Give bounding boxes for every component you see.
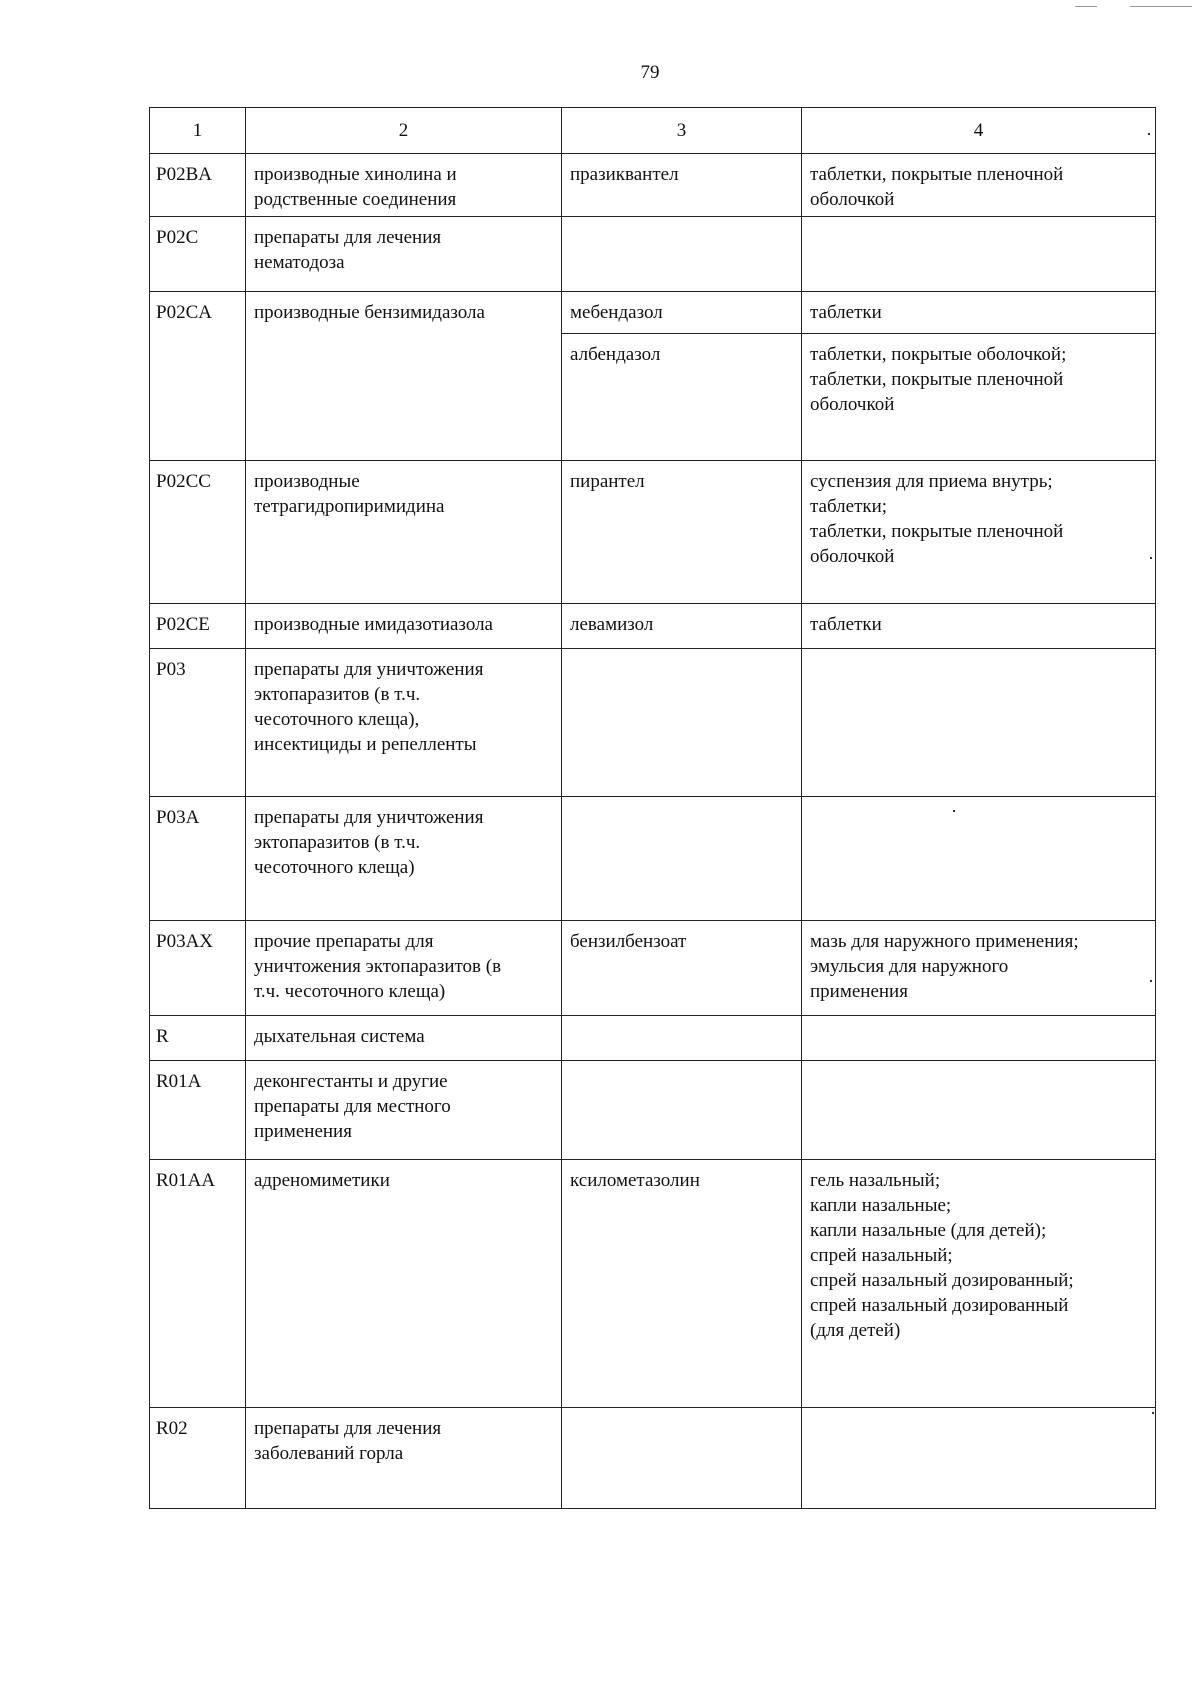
- dosage-form-cell: [802, 217, 1156, 292]
- atc-code-cell: R: [150, 1016, 246, 1061]
- table-row: [150, 797, 1156, 921]
- column-header: 2: [246, 108, 562, 154]
- table-row: [150, 1016, 1156, 1061]
- drug-name-cell: [562, 217, 802, 292]
- atc-code-cell: R01AA: [150, 1160, 246, 1408]
- scan-speck: [953, 810, 955, 812]
- atc-code-cell: P03AX: [150, 921, 246, 1016]
- group-name-cell: прочие препараты для уничтожения эктопаразитов (в т.ч. чесоточного клеща): [246, 921, 562, 1016]
- dosage-form-cell: [802, 797, 1156, 921]
- drug-name-cell: бензилбензоат: [562, 921, 802, 1016]
- table-row: [150, 292, 1156, 334]
- atc-code-cell: P03A: [150, 797, 246, 921]
- atc-code-cell: P02BA: [150, 154, 246, 217]
- atc-code-cell: R02: [150, 1408, 246, 1509]
- dosage-form-cell: таблетки: [802, 292, 1156, 334]
- group-name-cell: дыхательная система: [246, 1016, 562, 1061]
- group-name-cell: производные имидазотиазола: [246, 604, 562, 649]
- table-row: [150, 1408, 1156, 1509]
- group-name-cell: производные тетрагидропиримидина: [246, 461, 562, 604]
- dosage-form-cell: суспензия для приема внутрь; таблетки; таблетки, покрытые пленочной оболочкой: [802, 461, 1156, 604]
- dosage-form-cell: таблетки, покрытые пленочной оболочкой: [802, 154, 1156, 217]
- scan-edge-mark: [1130, 6, 1192, 7]
- dosage-form-cell: [802, 649, 1156, 797]
- dosage-form-cell: таблетки, покрытые оболочкой; таблетки, покрытые пленочной оболочкой: [802, 334, 1156, 461]
- drug-classification-table: [149, 107, 1156, 1509]
- column-header: 4: [802, 108, 1156, 154]
- group-name-cell: препараты для лечения заболеваний горла: [246, 1408, 562, 1509]
- table-row: [150, 1061, 1156, 1160]
- scan-speck: [1152, 1412, 1154, 1414]
- group-name-cell: адреномиметики: [246, 1160, 562, 1408]
- group-name-cell: производные бензимидазола: [246, 292, 562, 461]
- group-name-cell: препараты для уничтожения эктопаразитов (в т.ч. чесоточного клеща), инсектициды и репелленты: [246, 649, 562, 797]
- table-row: [150, 604, 1156, 649]
- group-name-cell: препараты для уничтожения эктопаразитов (в т.ч. чесоточного клеща): [246, 797, 562, 921]
- atc-code-cell: P02CE: [150, 604, 246, 649]
- drug-name-cell: мебендазол: [562, 292, 802, 334]
- drug-name-cell: [562, 649, 802, 797]
- dosage-form-cell: гель назальный; капли назальные; капли назальные (для детей); спрей назальный; спрей назальный дозированный; спрей назальный дозированный (для детей): [802, 1160, 1156, 1408]
- group-name-cell: препараты для лечения нематодоза: [246, 217, 562, 292]
- drug-name-cell: албендазол: [562, 334, 802, 461]
- scan-speck: [1148, 133, 1150, 135]
- scan-speck: [1150, 557, 1152, 559]
- dosage-form-cell: таблетки: [802, 604, 1156, 649]
- atc-code-cell: P02CA: [150, 292, 246, 461]
- atc-code-cell: P02C: [150, 217, 246, 292]
- drug-name-cell: ксилометазолин: [562, 1160, 802, 1408]
- drug-name-cell: левамизол: [562, 604, 802, 649]
- table-header-row: [150, 108, 1156, 154]
- drug-name-cell: [562, 1408, 802, 1509]
- table-row: [150, 461, 1156, 604]
- scan-speck: [1150, 980, 1152, 982]
- table-row: [150, 217, 1156, 292]
- table-row: [150, 154, 1156, 217]
- atc-code-cell: P03: [150, 649, 246, 797]
- drug-name-cell: пирантел: [562, 461, 802, 604]
- group-name-cell: производные хинолина и родственные соединения: [246, 154, 562, 217]
- dosage-form-cell: мазь для наружного применения; эмульсия для наружного применения: [802, 921, 1156, 1016]
- column-header: 1: [150, 108, 246, 154]
- page-number: 79: [640, 62, 660, 83]
- drug-name-cell: [562, 1061, 802, 1160]
- group-name-cell: деконгестанты и другие препараты для местного применения: [246, 1061, 562, 1160]
- dosage-form-cell: [802, 1408, 1156, 1509]
- column-header: 3: [562, 108, 802, 154]
- table-row: [150, 1160, 1156, 1408]
- dosage-form-cell: [802, 1061, 1156, 1160]
- atc-code-cell: R01A: [150, 1061, 246, 1160]
- table-row: [150, 921, 1156, 1016]
- scan-edge-mark: [1075, 6, 1097, 7]
- atc-code-cell: P02CC: [150, 461, 246, 604]
- drug-name-cell: [562, 1016, 802, 1061]
- drug-name-cell: [562, 797, 802, 921]
- drug-name-cell: празиквантел: [562, 154, 802, 217]
- table-row: [150, 649, 1156, 797]
- dosage-form-cell: [802, 1016, 1156, 1061]
